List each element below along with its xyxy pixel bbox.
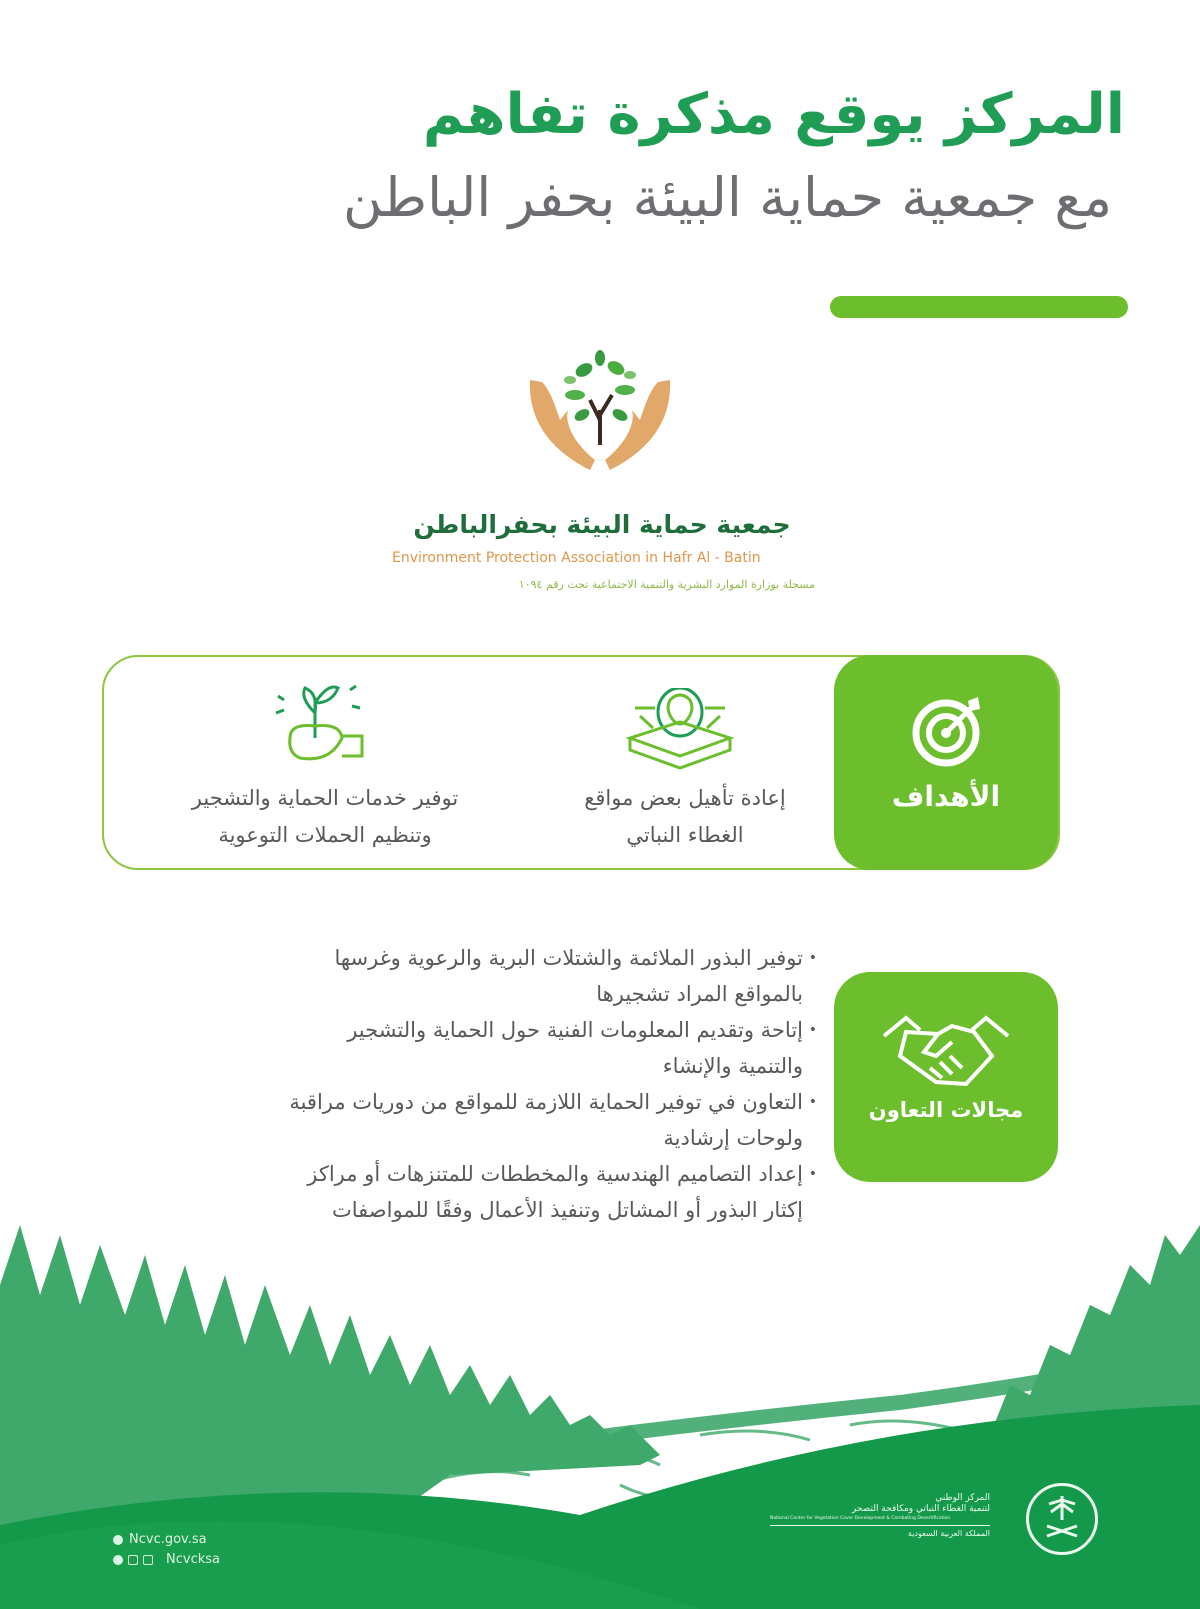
accent-bar [830,296,1128,318]
goals-label: الأهداف [891,780,1001,813]
list-line: • توفير البذور الملائمة والشتلات البرية والرعوية وغرسها [334,946,803,970]
globe-icon [113,1535,123,1545]
list-line: ولوحات إرشادية [663,1126,803,1150]
goal-line: توفير خدمات الحماية والتشجير [191,786,459,810]
twitter-icon [113,1555,123,1565]
linkedin-icon [143,1555,153,1565]
list-line: • إعداد التصاميم الهندسية والمخططات للمتنزهات أو مراكز [307,1162,803,1186]
instagram-icon [128,1555,138,1565]
target-icon [912,695,984,767]
handshake-icon [880,1012,1012,1092]
org-name-line: لتنمية الغطاء النباتي ومكافحة التصحر [851,1504,990,1514]
goal-item [545,780,825,854]
list-item [155,1012,815,1084]
org-name-english: National Center for Vegetation Cover Development & Combating Desertification [770,1516,951,1521]
land-rehabilitation-icon [625,688,735,770]
list-line: • إتاحة وتقديم المعلومات الفنية حول الحماية والتشجير [347,1018,803,1042]
social-handle: Ncvcksa [166,1552,220,1567]
org-name-line: المركز الوطني [935,1493,990,1503]
org-country: المملكة العربية السعودية [907,1529,990,1538]
website-text: Ncvc.gov.sa [129,1532,207,1547]
goals-tile [834,655,1058,870]
list-item [155,1156,815,1228]
divider [770,1525,990,1526]
website-link[interactable] [113,1532,207,1547]
list-item [155,1084,815,1156]
cooperation-tile [834,972,1058,1182]
cooperation-label: مجالات التعاون [868,1098,1024,1122]
goal-item [140,780,510,854]
hand-planting-icon [270,668,380,768]
cooperation-list [155,940,815,1228]
list-line: إكثار البذور أو المشاتل وتنفيذ الأعمال وفقًا للمواصفات [332,1198,803,1222]
subheadline: مع جمعية حماية البيئة بحفر الباطن [343,166,1112,229]
ncvc-wordmark [770,1493,990,1539]
association-name-arabic: جمعية حماية البيئة بحفرالباطن [413,510,791,539]
association-name-english: Environment Protection Association in Hafr Al - Batin [392,550,761,566]
saudi-emblem-icon [1026,1483,1098,1555]
goal-line: الغطاء النباتي [626,823,744,847]
association-registration: مسجلة بوزارة الموارد البشرية والتنمية الاجتماعية تحت رقم ١٠٩٤ [518,578,815,591]
social-links[interactable] [113,1552,220,1567]
goal-line: وتنظيم الحملات التوعوية [218,823,432,847]
list-line: بالمواقع المراد تشجيرها [596,982,803,1006]
headline: المركز يوقع مذكرة تفاهم [422,82,1125,147]
goal-line: إعادة تأهيل بعض مواقع [584,786,786,810]
list-line: والتنمية والإنشاء [662,1054,803,1078]
hands-holding-tree-icon [520,340,680,490]
list-item [155,940,815,1012]
list-line: • التعاون في توفير الحماية اللازمة للمواقع من دوريات مراقبة [289,1090,803,1114]
